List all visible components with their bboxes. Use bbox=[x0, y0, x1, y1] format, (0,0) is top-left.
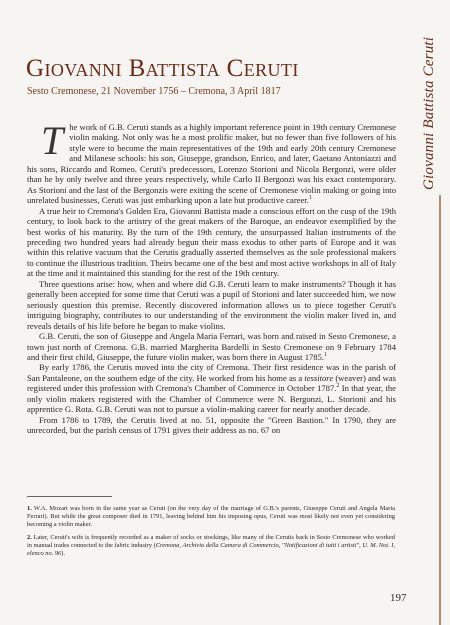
running-head-text: Giovanni Battista Ceruti bbox=[421, 36, 437, 190]
body-text bbox=[27, 118, 396, 436]
paragraph-1: The work of G.B. Ceruti stands as a highly important reference point in 19th century Cremonese violin making. Not only was he a most prolific maker, but no fewer than five followers of his style were to become the main representatives of the 19th and early 20th century Cremonese and Milanese schools: his son, Giuseppe, grandson, Enrico, and later, Gaetano Antoniazzi and his sons, Riccardo and Romeo. Ceruti's predecessors, Lorenzo Storioni and Nicola Bergonzi, were older than he by only twelve and three years respectively, while Carlo II Bergonzi was his exact contemporary. As Storioni and the last of the Bergonzis were exiting the scene of Cremonese violin making or going into unrelated businesses, Ceruti was just embarking upon a late but productive career.$^1$ bbox=[27, 118, 396, 206]
paragraph-3: Three questions arise: how, when and where did G.B. Ceruti learn to make instruments? Though it has generally been accepted for some time that Ceruti was a pupil of Storioni and later succeeded him, we now seriously question this premise. Recently discovered information allows us to piece together Ceruti's intriguing biography, contributes to our understanding of the environment the violin maker lived in, and reveals details of his life before he began to make violins. bbox=[27, 278, 396, 331]
footnote-rule bbox=[27, 496, 112, 497]
footnote-1: 1. W.A. Mozart was born in the same year as Ceruti (on the very day of the marriage of G.B.'s parents, Giuseppe Ceruti and Angela Maria Ferrari). But while the great composer died in 1791, leaving behind him his imposing opus, Ceruti was most likely not even yet considering becoming a violin maker. bbox=[27, 505, 395, 529]
running-head-rule bbox=[439, 195, 441, 625]
paragraph-4: G.B. Ceruti, the son of Giuseppe and Angela Maria Ferrari, was born and raised in Sesto Cremonese, a town just north of Cremona. G.B. married Margherita Bardelli in Sesto Cremonese on 9 February 1784 and their first child, Giuseppe, the future violin maker, was born there in August 1785.$^1$ bbox=[27, 331, 396, 362]
paragraph-6: From 1786 to 1789, the Cerutis lived at no. 51, opposite the "Green Bastion." In 1790, they are unrecorded, but the parish census of 1791 gives their address as no. 67 on bbox=[27, 414, 396, 436]
footnote-ref-2[interactable]: 2 bbox=[336, 383, 340, 390]
running-head bbox=[408, 0, 450, 195]
footnotes bbox=[27, 505, 395, 562]
footnote-2: 2. Later, Ceruti's wife is frequently recorded as a maker of socks or stockings, like many of the Cerutis back in Sesto Cremonese who worked in manual trades connected to the fabric industry (Cremona, Archivio della Camera di Commercio, "Notificazioni di tutti i artisti", U. M. Not. I, elenco no. 96). bbox=[27, 533, 395, 558]
drop-cap: T bbox=[41, 118, 64, 163]
paragraph-2: A true heir to Cremona's Golden Era, Giovanni Battista made a conscious effort on the cusp of the 19th century, to look back to the artistry of the great makers of the Baroque, an endeavor exemplified by the best works of his maturity. By the turn of the 19th century, the unsurpassed Italian instruments of the preceding two hundred years had already begun their mass exodus to other parts of Europe and it was within this relative vacuum that the Cerutis gradually asserted themselves as the sole professional makers to continue the illustrious tradition. Theirs became one of the best and most active workshops in all of Italy at the time and it maintained this standing for the rest of the 19th century. bbox=[27, 205, 396, 279]
page-number: 197 bbox=[390, 592, 407, 604]
footnote-ref-1[interactable]: 1 bbox=[308, 195, 312, 202]
chapter-subtitle: Sesto Cremonese, 21 November 1756 – Cremona, 3 April 1817 bbox=[27, 86, 281, 97]
paragraph-5: By early 1786, the Cerutis moved into the city of Cremona. Their first residence was in the parish of San Pantaleone, on the southern edge of the city. He worked from his home as a tessitore (weaver) and was registered under this profession with Cremona's Chamber of Commerce in October 1787.$^2$ In that year, the only violin makers registered with the Chamber of Commerce were N. Bergonzi, L. Storioni and his apprentice G. Rota. G.B. Ceruti was not to pursue a violin-making career for nearly another decade. bbox=[27, 362, 396, 415]
chapter-title: Giovanni Battista Ceruti bbox=[26, 55, 299, 82]
footnote-ref-1b[interactable]: 1 bbox=[324, 352, 328, 359]
